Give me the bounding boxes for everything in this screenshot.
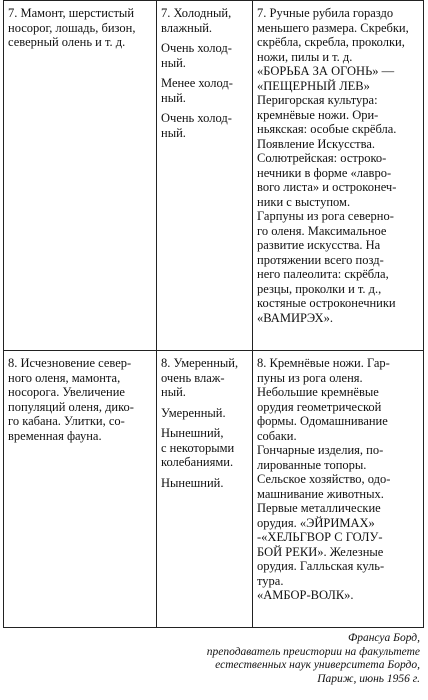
text-line: «ВАМИРЭХ». — [257, 310, 333, 325]
text-line: го оленя. Максимальное — [257, 223, 387, 238]
text-line: формы. Одомашнивание — [257, 414, 388, 428]
text-line: ный. — [161, 385, 186, 399]
text-line: временная фауна. — [8, 428, 102, 443]
text-line: Небольшие кремнёвые — [257, 385, 379, 399]
text-line: пуны из рога оленя. — [257, 370, 363, 385]
text-line: ный. — [161, 90, 186, 105]
text-line: го кабана. Улитки, со- — [8, 414, 125, 428]
text-line: Нынешний, — [161, 426, 224, 440]
text-line: ньякская: особые скрёбла. — [257, 122, 397, 136]
text-line: с некоторыми — [161, 440, 235, 455]
text-line: скрёбла, скребла, проколки, — [257, 35, 405, 49]
text-line: Появление Искусства. — [257, 136, 376, 151]
text-line: собаки. — [257, 428, 297, 443]
text-line: тура. — [257, 573, 284, 588]
text-line: лированные топоры. — [257, 457, 367, 472]
text-line: Очень холод- — [161, 111, 232, 125]
text-line: БОЙ РЕКИ». Железные — [257, 544, 384, 559]
text-line: Умеренный. — [161, 405, 226, 420]
climate-cell — [157, 1, 253, 351]
text-line: Солютрейская: остроко- — [257, 151, 387, 165]
text-line: Нынешний. — [161, 475, 224, 490]
text-line: «БОРЬБА ЗА ОГОНЬ» — — [257, 64, 395, 78]
text-line: Сельское хозяйство, одо- — [257, 472, 391, 486]
text-line: ножи, пилы и т. д. — [257, 49, 353, 64]
text-line: Менее холод- — [161, 76, 233, 90]
text-line: популяций оленя, дико- — [8, 399, 134, 414]
text-line: 7. Ручные рубила гораздо — [257, 6, 394, 20]
fauna-cell — [4, 351, 157, 628]
text-line: кремнёвые ножи. Ори- — [257, 107, 379, 122]
text-line: очень влаж- — [161, 370, 225, 385]
text-line: резцы, проколки и т. д., — [257, 281, 382, 296]
text-line: Очень холод- — [161, 41, 232, 55]
text-line: протяжении всего позд- — [257, 252, 384, 267]
text-line: Перигорская культура: — [257, 93, 378, 107]
text-line: Гарпуны из рога северно- — [257, 209, 394, 223]
text-line: Первые металлические — [257, 501, 381, 515]
text-line: машнивание животных. — [257, 486, 384, 501]
text-line: развитие искусства. На — [257, 238, 381, 252]
table-row — [4, 1, 424, 351]
chronology-table — [3, 0, 424, 628]
text-line: орудия. «ЭЙРИМАХ» — [257, 515, 375, 530]
text-line: него палеолита: скрёбла, — [257, 267, 389, 281]
text-line: колебаниями. — [161, 455, 234, 469]
text-line: нечники в форме «лавро- — [257, 165, 392, 180]
text-line: орудия геометрической — [257, 399, 382, 414]
text-line: ники с выступом. — [257, 194, 351, 209]
text-line: 7. Мамонт, шерстистый — [8, 6, 135, 20]
document-page — [3, 0, 423, 628]
industry-cell — [253, 351, 424, 628]
text-line: ный. — [161, 125, 186, 140]
text-line: носорога. Увеличение — [8, 385, 125, 399]
author-name: Франсуа Борд, — [347, 632, 420, 644]
table-row — [4, 351, 424, 628]
climate-cell — [157, 351, 253, 628]
text-line: 8. Кремнёвые ножи. Гар- — [257, 356, 390, 370]
author-affiliation-line: естественных наук университета Бордо, — [215, 659, 420, 671]
fauna-cell — [4, 1, 157, 351]
text-line: влажный. — [161, 20, 213, 35]
text-line: орудия. Галльская куль- — [257, 559, 385, 573]
text-line: ный. — [161, 55, 186, 70]
place-date-line: Париж, июнь 1956 г. — [317, 672, 420, 685]
author-title-line: преподаватель преистории на факультете — [206, 645, 420, 658]
author-signature — [120, 632, 420, 686]
text-line: ного оленя, мамонта, — [8, 370, 121, 385]
text-line: Гончарные изделия, по- — [257, 443, 384, 457]
industry-cell — [253, 1, 424, 351]
text-line: 7. Холодный, — [161, 6, 232, 20]
text-line: «АМБОР-ВОЛК». — [257, 588, 354, 602]
text-line: 8. Умеренный, — [161, 356, 239, 370]
text-line: костяные остроконечники — [257, 296, 396, 310]
text-line: -«ХЕЛЬГВОР С ГОЛУ- — [257, 530, 383, 544]
text-line: меньшего размера. Скребки, — [257, 20, 409, 35]
text-line: «ПЕЩЕРНЫЙ ЛЕВ» — [257, 78, 370, 93]
text-line: вого листа» и остроконеч- — [257, 180, 397, 194]
text-line: носорог, лошадь, бизон, — [8, 20, 136, 35]
text-line: 8. Исчезновение север- — [8, 356, 132, 370]
text-line: северный олень и т. д. — [8, 35, 126, 49]
